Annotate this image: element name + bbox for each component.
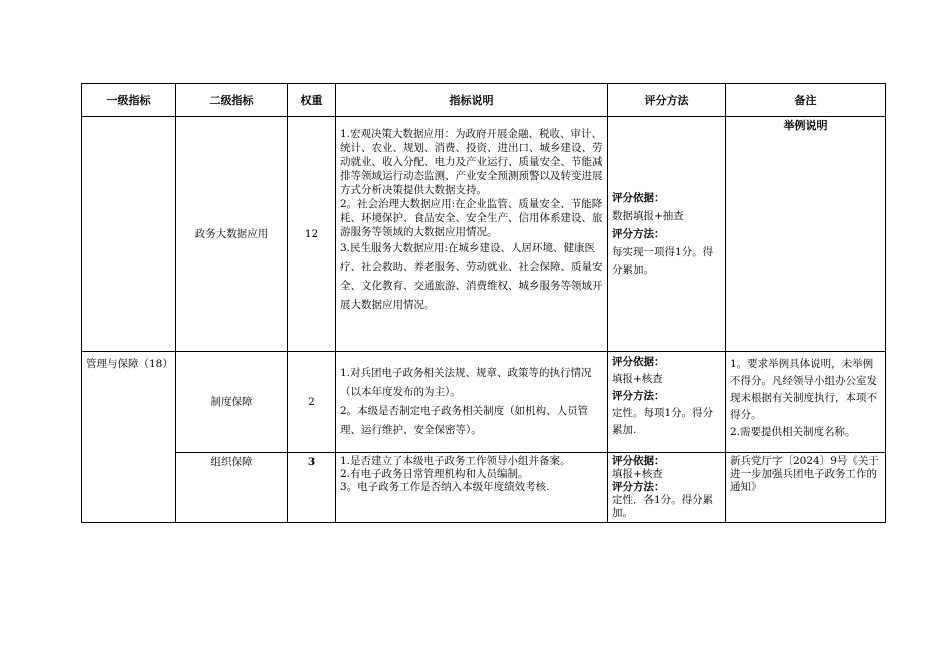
level1-cell: 管理与保障（18） [82,352,176,523]
table-row [82,117,886,352]
description-item: 1.是否建立了本级电子政务工作领导小组并备案。 [340,455,571,467]
remarks-item: 2.需要提供相关制度名称。 [730,426,856,438]
description-item: 2。社会治理大数据应用:在企业监管、质量安全、节能降耗、环境保护、食品安全、安全生产、信用体系建设、旅游服务等领域的大数据应用情况。 [340,198,603,238]
scoring-method-cell [608,352,726,453]
scoring-method-label: 评分方法： [612,390,665,402]
level2-cell: 制度保障 [176,352,288,453]
header-level2: 二级指标 [176,84,288,117]
remarks-item: 1。要求举例具体说明，未举例不得分。凡经领导小组办公室发现未根据有关制度执行，本项不得分。 [730,358,877,421]
header-remarks: 备注 [726,84,886,117]
weight-cell: 2 [288,352,336,453]
scoring-basis-value: 填报+核查 [612,373,663,385]
indicator-table [81,83,886,523]
description-item: 2。本级是否制定电子政务相关制度（如机构、人员管理、运行维护、安全保密等）。 [340,405,589,436]
scoring-basis-label: 评分依据： [612,192,665,204]
description-item: 1.对兵团电子政务相关法规、规章、政策等的执行情况（以本年度发布的为主）。 [340,367,592,398]
scoring-method-value: 定性。每项1分。得分累加. [612,407,714,436]
scoring-basis-label: 评分依据： [612,356,665,368]
header-level1: 一级指标 [82,84,176,117]
header-scoring-method: 评分方法 [608,84,726,117]
scoring-basis-value: 数据填报+抽查 [612,210,684,222]
remarks-cell: 新兵党厅字〔2024〕9号《关于进一步加强兵团电子政务工作的通知》 [726,453,886,523]
level2-cell: 政务大数据应用 [176,117,288,352]
header-row [82,84,886,117]
scoring-method-value: 定性．各1分。得分累加。 [612,494,714,519]
description-cell [336,117,608,352]
scoring-basis-value: 填报+核查 [612,468,663,480]
level2-cell: 组织保障 [176,453,288,523]
description-cell [336,453,608,523]
description-item: 1.宏观决策大数据应用：为政府开展金融、税收、审计、统计、农业、规划、消费、投资、进出口、城乡建设、劳动就业、收入分配、电力及产业运行、质量安全、节能减排等领域运行动态监测、产业安全预测预警以及转变进展方式分析决策提供大数据支持。 [340,128,603,196]
weight-cell: 3 [288,453,336,523]
description-item: 2.有电子政务日常管理机构和人员编制。 [340,468,529,480]
remarks-cell [726,117,886,352]
scoring-method-cell [608,117,726,352]
header-weight: 权重 [288,84,336,117]
remarks-cell [726,352,886,453]
description-cell [336,352,608,453]
scoring-method-value: 每实现一项得1分。得分累加。 [612,246,714,276]
scoring-basis-label: 评分依据： [612,455,665,467]
remarks-title: 举例说明 [783,119,828,132]
weight-cell: 12 [288,117,336,352]
description-item: 3。电子政务工作是否纳入本级年度绩效考核. [340,481,550,493]
scoring-method-cell [608,453,726,523]
header-description: 指标说明 [336,84,608,117]
table-row [82,453,886,523]
scoring-method-label: 评分方法： [612,481,665,493]
table-row [82,352,886,453]
level1-cell-empty [82,117,176,352]
description-item: 3.民生服务大数据应用:在城乡建设、人居环境、健康医疗、社会救助、养老服务、劳动就业、社会保障、质量安全、文化教育、交通旅游、消费维权、城乡服务等领域开展大数据应用情况。 [340,242,603,311]
scoring-method-label: 评分方法： [612,228,665,240]
